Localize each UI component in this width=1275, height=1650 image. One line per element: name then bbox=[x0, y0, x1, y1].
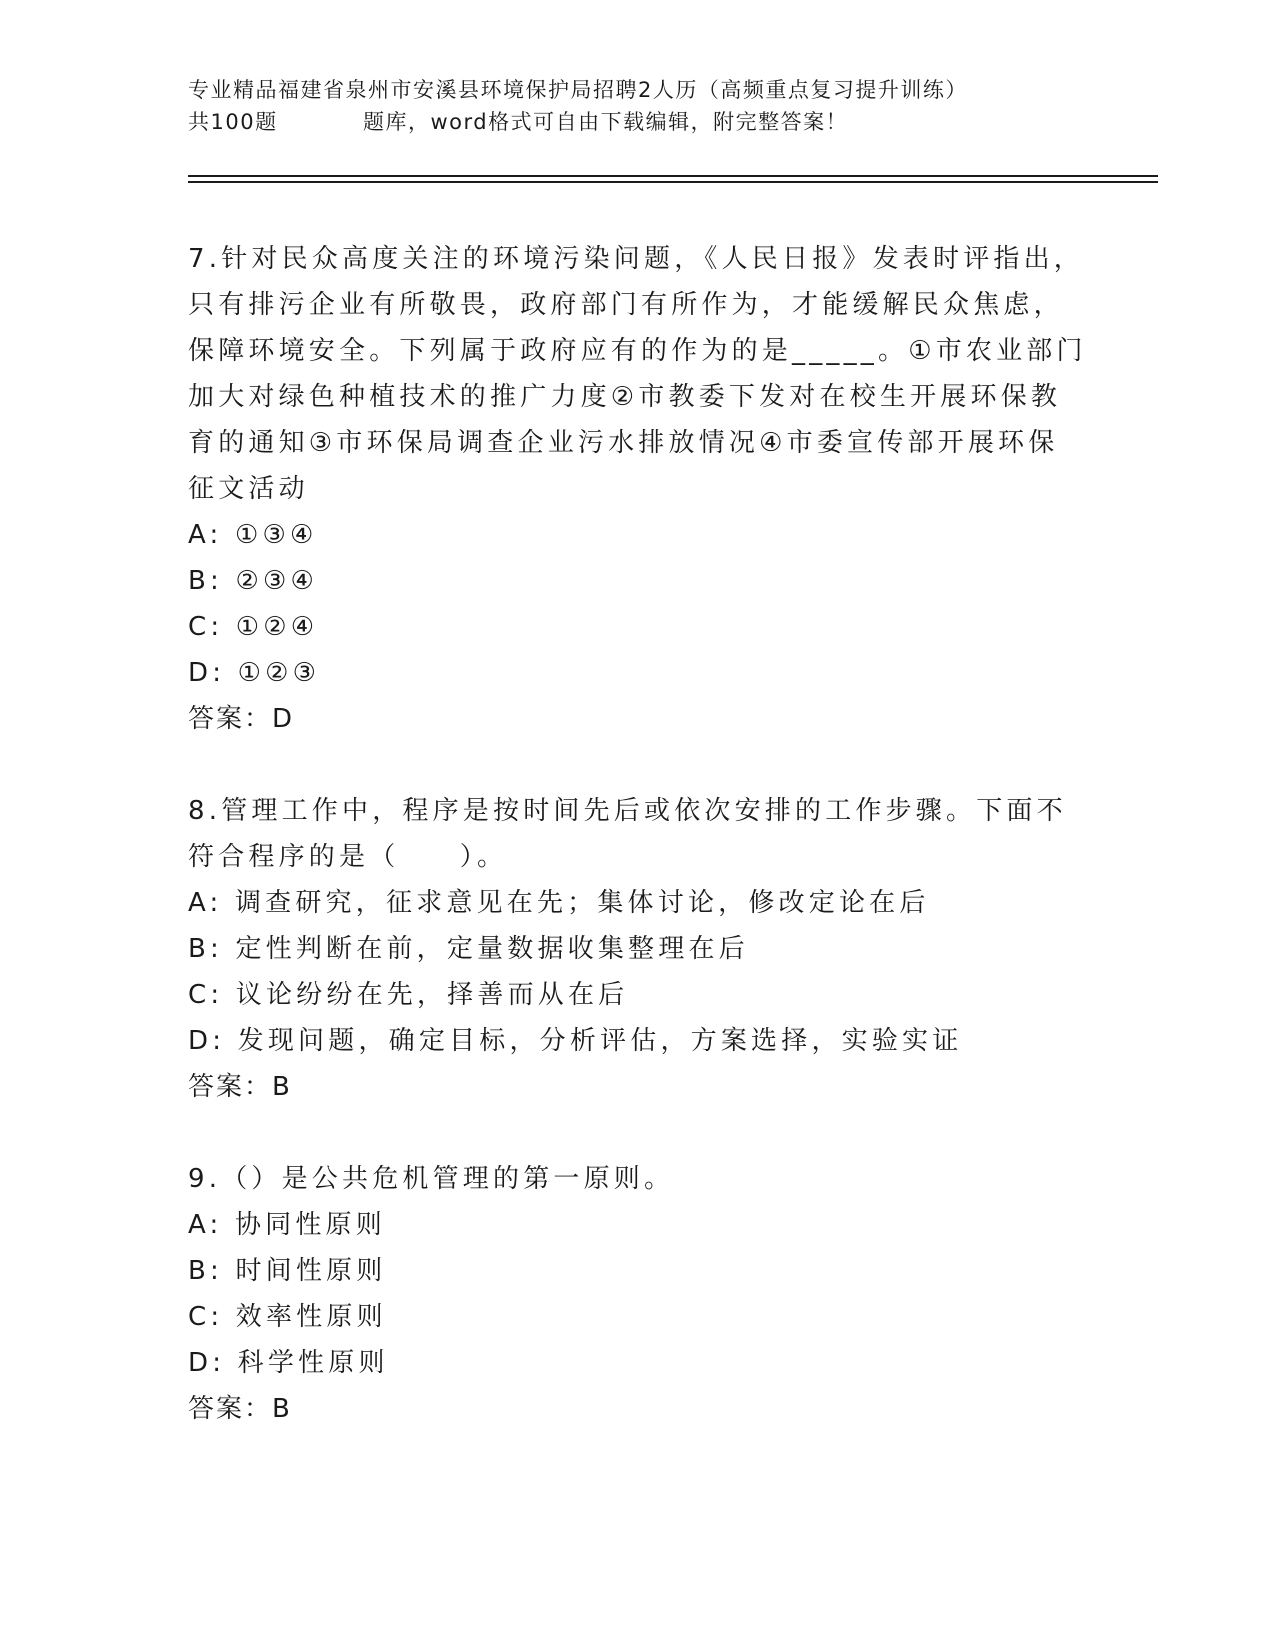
option-d: D: 发现问题，确定目标，分析评估，方案选择，实验实证 bbox=[188, 1026, 963, 1056]
question-7 bbox=[188, 236, 1088, 742]
header-divider-top bbox=[188, 175, 1158, 177]
question-text: 8.管理工作中，程序是按时间先后或依次安排的工作步骤。下面不符合程序的是（ ）。 bbox=[188, 796, 1067, 872]
option-c: C: 效率性原则 bbox=[188, 1302, 387, 1332]
answer: 答案：B bbox=[188, 1072, 292, 1102]
header-title: 专业精品福建省泉州市安溪县环境保护局招聘2人历（高频重点复习提升训练） bbox=[188, 78, 968, 102]
option-c: C: ①②④ bbox=[188, 612, 319, 642]
header-divider-bottom bbox=[188, 181, 1158, 183]
header-description: 题库，word格式可自由下载编辑，附完整答案！ bbox=[363, 110, 849, 134]
question-text: 9.（）是公共危机管理的第一原则。 bbox=[188, 1164, 675, 1194]
question-list bbox=[188, 236, 1088, 1478]
document-header bbox=[188, 74, 1088, 138]
option-b: B: 定性判断在前，定量数据收集整理在后 bbox=[188, 934, 749, 964]
answer: 答案：D bbox=[188, 704, 295, 734]
option-a: A: ①③④ bbox=[188, 520, 318, 550]
question-8 bbox=[188, 788, 1088, 1110]
option-d: D: 科学性原则 bbox=[188, 1348, 389, 1378]
question-count: 共100题 bbox=[188, 110, 278, 134]
question-9 bbox=[188, 1156, 1088, 1432]
answer: 答案：B bbox=[188, 1394, 292, 1424]
option-b: B: 时间性原则 bbox=[188, 1256, 387, 1286]
question-text: 7.针对民众高度关注的环境污染问题，《人民日报》发表时评指出，只有排污企业有所敬畏，政府部门有所作为，才能缓解民众焦虑，保障环境安全。下列属于政府应有的作为的是_____。①市农业部门加大对绿色种植技术的推广力度②市教委下发对在校生开展环保教育的通知③市环保局调查企业污水排放情况④市委宣传部开展环保征文活动 bbox=[188, 244, 1087, 504]
option-b: B: ②③④ bbox=[188, 566, 318, 596]
option-d: D: ①②③ bbox=[188, 658, 321, 688]
option-c: C: 议论纷纷在先，择善而从在后 bbox=[188, 980, 629, 1010]
option-a: A: 协同性原则 bbox=[188, 1210, 386, 1240]
header-subtitle bbox=[188, 106, 1088, 138]
option-a: A: 调查研究，征求意见在先；集体讨论，修改定论在后 bbox=[188, 888, 930, 918]
